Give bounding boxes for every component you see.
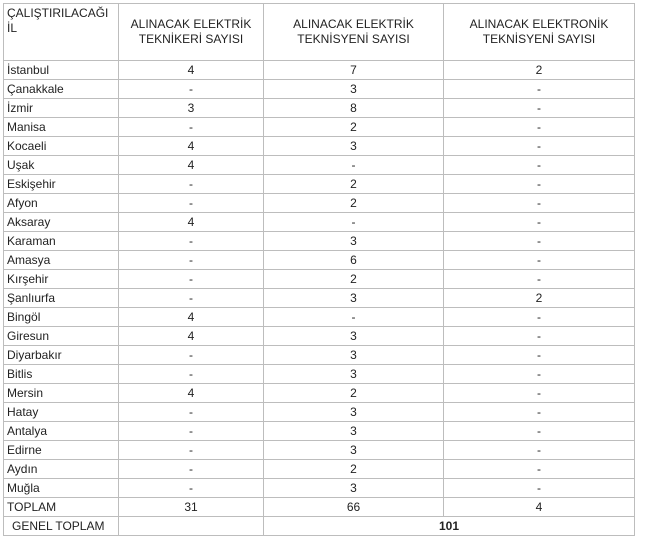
- row-teknikeri: 4: [119, 137, 264, 156]
- row-il: Aksaray: [4, 213, 119, 232]
- row-elektronik: -: [444, 99, 635, 118]
- table-row: [4, 365, 635, 384]
- row-teknisyeni: -: [264, 156, 444, 175]
- row-elektronik: -: [444, 175, 635, 194]
- header-elektronik: ALINACAK ELEKTRONİK TEKNİSYENİ SAYISI: [444, 4, 635, 61]
- row-teknikeri: -: [119, 80, 264, 99]
- row-elektronik: -: [444, 118, 635, 137]
- row-teknikeri: -: [119, 194, 264, 213]
- grand-total-label: GENEL TOPLAM: [4, 517, 119, 536]
- table-row: [4, 61, 635, 80]
- row-teknikeri: -: [119, 346, 264, 365]
- table-row: [4, 346, 635, 365]
- header-teknisyeni: ALINACAK ELEKTRİK TEKNİSYENİ SAYISI: [264, 4, 444, 61]
- table-row: [4, 156, 635, 175]
- row-elektronik: -: [444, 232, 635, 251]
- table-row: [4, 232, 635, 251]
- row-teknisyeni: 2: [264, 270, 444, 289]
- row-teknisyeni: 3: [264, 346, 444, 365]
- row-teknisyeni: 3: [264, 80, 444, 99]
- row-il: Kırşehir: [4, 270, 119, 289]
- row-teknikeri: 4: [119, 384, 264, 403]
- row-teknisyeni: 2: [264, 175, 444, 194]
- row-il: Çanakkale: [4, 80, 119, 99]
- row-elektronik: -: [444, 365, 635, 384]
- row-il: Muğla: [4, 479, 119, 498]
- row-teknikeri: -: [119, 422, 264, 441]
- row-il: Giresun: [4, 327, 119, 346]
- table-row: [4, 327, 635, 346]
- row-elektronik: -: [444, 213, 635, 232]
- row-teknisyeni: 3: [264, 327, 444, 346]
- table-row: [4, 213, 635, 232]
- row-teknisyeni: 3: [264, 289, 444, 308]
- total-elektronik: 4: [444, 498, 635, 517]
- table-row: [4, 80, 635, 99]
- row-teknisyeni: 2: [264, 194, 444, 213]
- row-teknisyeni: 3: [264, 232, 444, 251]
- row-elektronik: -: [444, 479, 635, 498]
- row-teknikeri: 4: [119, 308, 264, 327]
- row-il: Aydın: [4, 460, 119, 479]
- row-elektronik: -: [444, 270, 635, 289]
- row-elektronik: -: [444, 80, 635, 99]
- row-il: Edirne: [4, 441, 119, 460]
- row-il: Diyarbakır: [4, 346, 119, 365]
- row-teknisyeni: 3: [264, 137, 444, 156]
- row-il: Bingöl: [4, 308, 119, 327]
- row-elektronik: -: [444, 308, 635, 327]
- row-teknikeri: 4: [119, 156, 264, 175]
- header-il: ÇALIŞTIRILACAĞI İL: [4, 4, 119, 61]
- row-elektronik: 2: [444, 289, 635, 308]
- row-il: İstanbul: [4, 61, 119, 80]
- row-elektronik: -: [444, 346, 635, 365]
- row-teknisyeni: 3: [264, 403, 444, 422]
- row-teknisyeni: 3: [264, 365, 444, 384]
- row-elektronik: -: [444, 403, 635, 422]
- table-row: [4, 479, 635, 498]
- row-il: Şanlıurfa: [4, 289, 119, 308]
- grand-total-value: 101: [264, 517, 635, 536]
- row-il: Afyon: [4, 194, 119, 213]
- row-teknikeri: -: [119, 289, 264, 308]
- row-elektronik: -: [444, 137, 635, 156]
- table-row: [4, 99, 635, 118]
- row-teknikeri: -: [119, 460, 264, 479]
- row-elektronik: -: [444, 194, 635, 213]
- table-body: [4, 61, 635, 498]
- row-elektronik: -: [444, 460, 635, 479]
- row-teknisyeni: 3: [264, 479, 444, 498]
- table-row: [4, 137, 635, 156]
- row-teknikeri: -: [119, 479, 264, 498]
- table-row: [4, 175, 635, 194]
- total-label: TOPLAM: [4, 498, 119, 517]
- header-teknikeri: ALINACAK ELEKTRİK TEKNİKERİ SAYISI: [119, 4, 264, 61]
- row-teknisyeni: 6: [264, 251, 444, 270]
- row-elektronik: -: [444, 327, 635, 346]
- row-teknikeri: -: [119, 118, 264, 137]
- header-row: [4, 4, 635, 61]
- total-teknikeri: 31: [119, 498, 264, 517]
- table-row: [4, 441, 635, 460]
- row-elektronik: -: [444, 156, 635, 175]
- table-row: [4, 308, 635, 327]
- row-il: Bitlis: [4, 365, 119, 384]
- row-teknisyeni: 7: [264, 61, 444, 80]
- row-teknikeri: -: [119, 232, 264, 251]
- row-teknisyeni: 2: [264, 460, 444, 479]
- row-il: Mersin: [4, 384, 119, 403]
- total-teknisyeni: 66: [264, 498, 444, 517]
- staffing-table: [3, 3, 635, 536]
- table-row: [4, 460, 635, 479]
- table-row: [4, 118, 635, 137]
- row-teknikeri: -: [119, 365, 264, 384]
- row-elektronik: -: [444, 441, 635, 460]
- row-teknisyeni: 2: [264, 118, 444, 137]
- row-teknisyeni: -: [264, 213, 444, 232]
- table-row: [4, 403, 635, 422]
- grand-total-spacer: [119, 517, 264, 536]
- row-teknikeri: 3: [119, 99, 264, 118]
- row-elektronik: -: [444, 384, 635, 403]
- row-il: Hatay: [4, 403, 119, 422]
- row-teknisyeni: 8: [264, 99, 444, 118]
- row-il: Uşak: [4, 156, 119, 175]
- total-row: [4, 498, 635, 517]
- table-row: [4, 422, 635, 441]
- row-il: İzmir: [4, 99, 119, 118]
- row-teknisyeni: 3: [264, 441, 444, 460]
- row-teknikeri: -: [119, 441, 264, 460]
- table-row: [4, 384, 635, 403]
- row-teknikeri: 4: [119, 327, 264, 346]
- row-teknikeri: -: [119, 270, 264, 289]
- row-teknisyeni: 2: [264, 384, 444, 403]
- table-row: [4, 251, 635, 270]
- row-teknikeri: 4: [119, 61, 264, 80]
- row-il: Karaman: [4, 232, 119, 251]
- table-row: [4, 289, 635, 308]
- row-il: Kocaeli: [4, 137, 119, 156]
- row-il: Amasya: [4, 251, 119, 270]
- row-teknisyeni: 3: [264, 422, 444, 441]
- row-elektronik: -: [444, 251, 635, 270]
- table-row: [4, 194, 635, 213]
- row-teknikeri: -: [119, 251, 264, 270]
- row-teknikeri: -: [119, 175, 264, 194]
- row-elektronik: -: [444, 422, 635, 441]
- row-il: Antalya: [4, 422, 119, 441]
- table-row: [4, 270, 635, 289]
- row-il: Eskişehir: [4, 175, 119, 194]
- grand-total-row: [4, 517, 635, 536]
- row-teknikeri: 4: [119, 213, 264, 232]
- row-il: Manisa: [4, 118, 119, 137]
- row-elektronik: 2: [444, 61, 635, 80]
- row-teknikeri: -: [119, 403, 264, 422]
- row-teknisyeni: -: [264, 308, 444, 327]
